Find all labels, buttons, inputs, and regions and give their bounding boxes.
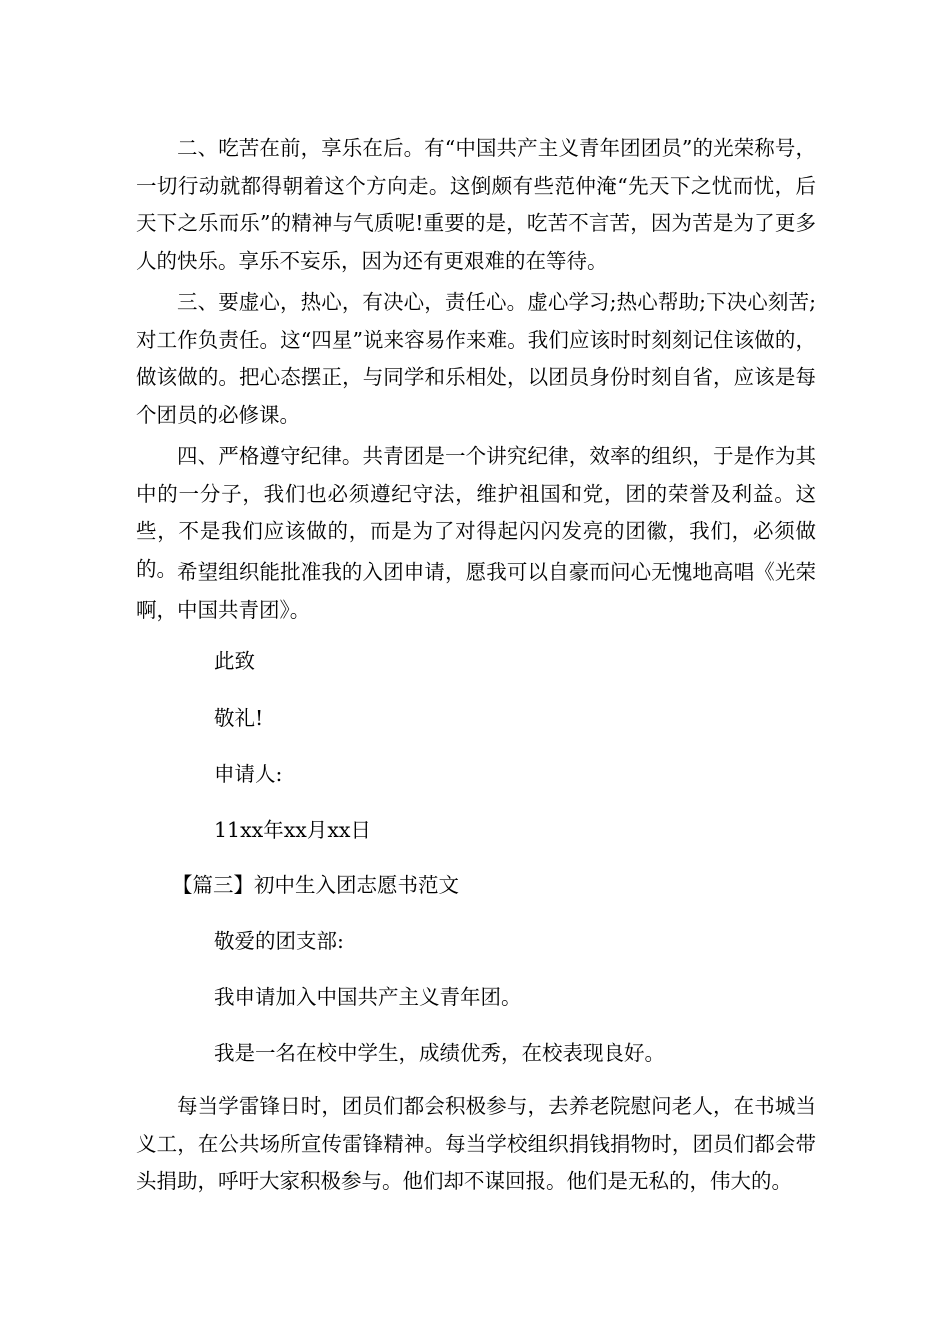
paragraph-hope: 希望组织能批准我的入团申请，愿我可以自豪而问心无愧地高唱《光荣啊，中国共青团》。 [136, 560, 816, 622]
date-line: 11xx年xx月xx日 [214, 818, 371, 842]
closing-line: 此致 [214, 649, 255, 673]
applicant-line: 申请人: [214, 762, 283, 786]
paragraph-student: 我是一名在校中学生，成绩优秀，在校表现良好。 [214, 1041, 665, 1065]
paragraph-discipline: 四、严格遵守纪律。共青团是一个讲究纪律，效率的组织，于是作为其中的一分子，我们也必须遵纪守法，维护祖国和党，团的荣誉及利益。这些，不是我们应该做的，而是为了对得起闪闪发亮的团徽，我们，必须做的。 [136, 444, 816, 581]
salute-line: 敬礼! [214, 706, 264, 730]
paragraph-hard-work: 二、吃苦在前，享乐在后。有“中国共产主义青年团团员”的光荣称号，一切行动就都得朝着这个方向走。这倒颇有些范仲淹“先天下之忧而忧，后天下之乐而乐”的精神与气质呢!重要的是，吃苦不言苦，因为苦是为了更多人的快乐。享乐不妄乐，因为还有更艰难的在等待。 [136, 136, 816, 273]
paragraph-four-hearts: 三、要虚心，热心，有决心，责任心。虚心学习;热心帮助;下决心刻苦;对工作负责任。这“四星”说来容易作来难。我们应该时时刻刻记住该做的，做该做的。把心态摆正，与同学和乐相处，以团员身份时刻自省，应该是每个团员的必修课。 [136, 290, 816, 427]
salutation-line: 敬爱的团支部: [214, 929, 344, 953]
section-heading: 【篇三】初中生入团志愿书范文 [172, 873, 459, 897]
paragraph-apply: 我申请加入中国共产主义青年团。 [214, 985, 522, 1009]
paragraph-leifeng: 每当学雷锋日时，团员们都会积极参与，去养老院慰问老人，在书城当义工，在公共场所宣传雷锋精神。每当学校组织捐钱捐物时，团员们都会带头捐助，呼吁大家积极参与。他们却不谋回报。他们是无私的，伟大的。 [136, 1094, 816, 1193]
